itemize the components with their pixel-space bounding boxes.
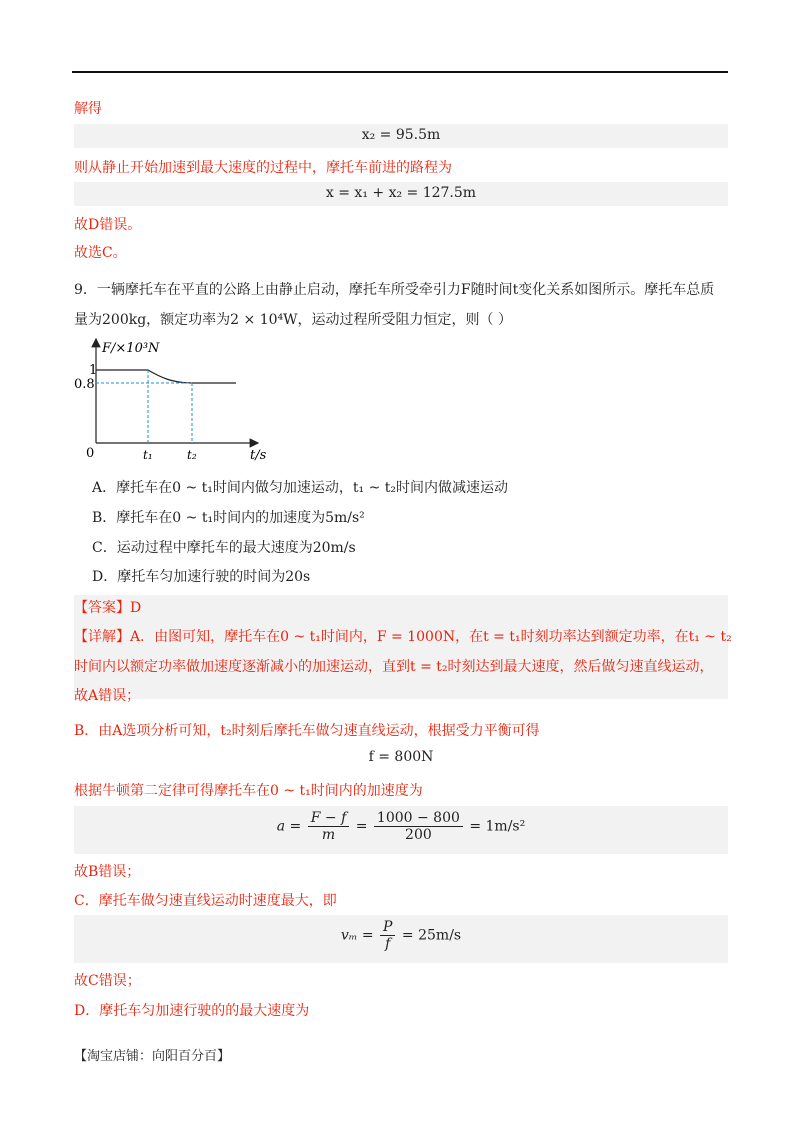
vm-frac-den: f <box>385 936 391 952</box>
option-d: D．摩托车匀加速行驶的时间为20s <box>92 569 311 585</box>
formula-x-total: x = x₁ + x₂ = 127.5m <box>325 185 477 201</box>
a-frac-1-den: m <box>321 827 336 843</box>
a-rhs: = 1m/s² <box>469 818 526 835</box>
a-frac-1 <box>308 810 350 843</box>
a-frac-2-num: 1000 − 800 <box>374 810 463 827</box>
force-time-graph <box>74 335 280 465</box>
a-frac-2 <box>374 810 463 843</box>
choose-c-text: 故选C。 <box>74 245 127 261</box>
formula-vm <box>74 919 728 952</box>
y-tick-0.8: 0.8 <box>74 377 95 392</box>
footer-shop: 【淘宝店铺：向阳百分百】 <box>74 1049 231 1064</box>
c-wrong-text: 故C错误； <box>74 973 141 989</box>
a-frac-2-den: 200 <box>405 827 432 843</box>
origin-label: 0 <box>86 446 95 461</box>
vm-frac-num: P <box>380 919 395 936</box>
option-c: C．运动过程中摩托车的最大速度为20m/s <box>92 540 356 556</box>
b-wrong-text: 故B错误； <box>74 864 141 880</box>
b-analysis-text: B．由A选项分析可知，t₂时刻后摩托车做匀速直线运动，根据受力平衡可得 <box>74 723 540 739</box>
path-intro-text: 则从静止开始加速到最大速度的过程中，摩托车前进的路程为 <box>74 160 452 176</box>
c-analysis-text: C．摩托车做匀速直线运动时速度最大，即 <box>74 893 337 909</box>
question-line-2: 量为200kg，额定功率为2 × 10⁴W，运动过程所受阻力恒定，则（ ） <box>74 312 512 328</box>
x-tick-t1: t₁ <box>143 448 153 462</box>
detail-line-3: 故A错误； <box>74 688 141 704</box>
solution-label: 解得 <box>74 101 102 117</box>
detail-line-2: 时间内以额定功率做加速度逐渐减小的加速运动，直到t = t₂时刻达到最大速度，然后做匀速直线运动， <box>74 659 714 675</box>
d-analysis-text: D．摩托车匀加速行驶的的最大速度为 <box>74 1003 310 1019</box>
detail-line-1: 【详解】A．由图可知，摩托车在0 ~ t₁时间内，F = 1000N，在t = t₁时刻功率达到额定功率，在t₁ ~ t₂ <box>74 629 732 645</box>
answer-band <box>74 595 728 699</box>
newton-text: 根据牛顿第二定律可得摩托车在0 ~ t₁时间内的加速度为 <box>74 783 423 799</box>
vm-frac <box>380 919 395 952</box>
y-axis-label: F/×10³N <box>102 341 160 356</box>
d-wrong-text: 故D错误。 <box>74 217 142 233</box>
question-line-1: 9．一辆摩托车在平直的公路上由静止启动，摩托车所受牵引力F随时间t变化关系如图所示。摩托车总质 <box>74 282 715 298</box>
answer-label: 【答案】D <box>74 600 142 616</box>
option-a: A．摩托车在0 ~ t₁时间内做匀加速运动，t₁ ~ t₂时间内做减速运动 <box>92 480 508 496</box>
x-axis-label: t/s <box>250 448 267 463</box>
formula-a: a = $\frac{F - f}{m}$ = $\frac{1000 - 800}{200}$ = 1m/s² <box>276 810 526 843</box>
option-b: B．摩托车在0 ~ t₁时间内的加速度为5m/s² <box>92 510 365 526</box>
x-tick-t2: t₂ <box>187 448 197 462</box>
force-curve <box>96 370 236 383</box>
a-lhs: a = <box>276 818 302 835</box>
y-tick-1: 1 <box>89 363 98 378</box>
a-frac-1-num: F − f <box>308 810 350 827</box>
formula-x2: x₂ = 95.5m <box>361 127 441 143</box>
vm-rhs: = 25m/s <box>401 927 462 944</box>
vm-lhs: vₘ = <box>340 927 374 944</box>
header-rule <box>72 71 728 73</box>
formula-f: f = 800N <box>368 749 434 765</box>
